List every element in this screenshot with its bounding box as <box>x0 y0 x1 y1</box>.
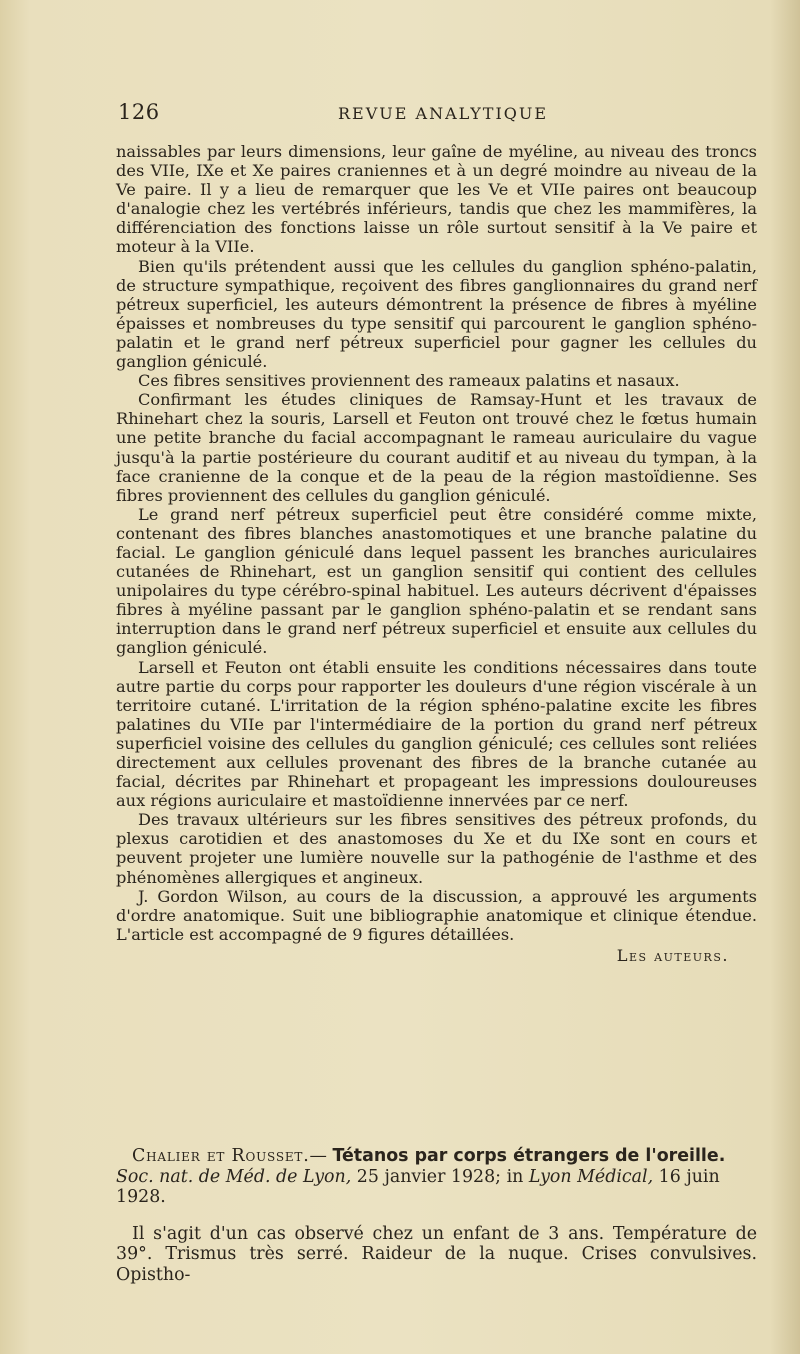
paragraph: Bien qu'ils prétendent aussi que les cellules du ganglion sphéno-palatin, de structure sympathique, reçoivent des fibres ganglionnaires du grand nerf pétreux superficiel, les auteurs démontrent la présence de fibres à myéline épaisses et nombreuses du type sensitif qui parcourent le ganglion sphéno-palatin et le grand nerf pétreux superficiel pour gagner les cellules du ganglion géniculé. <box>116 256 757 372</box>
source-journal: Lyon Médical, <box>528 1166 654 1187</box>
page-header <box>118 100 758 126</box>
paragraph: Ces fibres sensitives proviennent des rameaux palatins et nasaux. <box>138 371 680 391</box>
review-authors: Chalier et Rousset. <box>132 1146 310 1166</box>
review-body: Il s'agit d'un cas observé chez un enfant de 3 ans. Température de 39°. Trismus très serré. Raideur de la nuque. Crises convulsives. Opistho- <box>116 1223 757 1285</box>
source-date: 25 janvier 1928; in <box>356 1166 524 1187</box>
source-journal-date: 16 juin 1928. <box>116 1166 720 1207</box>
paragraph: Des travaux ultérieurs sur les fibres sensitives des pétreux profonds, du plexus carotidien et des anastomoses du Xe et du IXe sont en cours et peuvent projeter une lumière nouvelle sur la pathogénie de l'asthme et des phénomènes allergiques et angineux. <box>116 810 757 887</box>
paragraph: Le grand nerf pétreux superficiel peut être considéré comme mixte, contenant des fibres blanches anastomotiques et une branche palatine du facial. Le ganglion géniculé dans lequel passent les branches auriculaires cutanées de Rhinehart, est un ganglion sensitif qui contient des cellules unipolaires du type cérébro-spinal habituel. Les auteurs décrivent d'épaisses fibres à myéline passant par le ganglion sphéno-palatin et se rendant sans interruption dans le grand nerf pétreux superficiel et ensuite aux cellules du ganglion géniculé. <box>116 504 757 658</box>
article-continuation <box>116 142 757 965</box>
signature: Les auteurs. <box>616 945 729 965</box>
paragraph: Larsell et Feuton ont établi ensuite les conditions nécessaires dans toute autre partie du corps pour rapporter les douleurs d'une région viscérale à un territoire cutané. L'irritation de la région sphéno-palatine excite les fibres palatines du VIIe par l'intermédiaire de la portion du grand nerf pétreux superficiel voisine des cellules du ganglion géniculé; ces cellules sont reliées directement aux cellules provenant des fibres de la branche cutanée au facial, décrites par Rhinehart et propageant les impressions douloureuses aux régions auriculaire et mastoïdienne innervées par ce nerf. <box>116 657 757 811</box>
review-dash: — <box>309 1146 327 1166</box>
review-heading <box>116 1146 757 1167</box>
running-title: REVUE ANALYTIQUE <box>338 104 549 123</box>
review-title: Tétanos par corps étrangers de l'oreille. <box>332 1146 726 1166</box>
review-source <box>116 1167 757 1208</box>
source-society: Soc. nat. de Méd. de Lyon, <box>116 1166 352 1187</box>
review-entry <box>116 1146 757 1285</box>
paragraph: naissables par leurs dimensions, leur gaîne de myéline, au niveau des troncs des VIIe, IXe et Xe paires craniennes et à un degré moindre au niveau de la Ve paire. Il y a lieu de remarquer que les Ve et VIIe paires ont beaucoup d'analogie chez les vertébrés inférieurs, tandis que chez les mammifères, la différenciation des fonctions laisse un rôle surtout sensitif à la Ve paire et moteur à la VIIe. <box>116 142 757 257</box>
paragraph: Confirmant les études cliniques de Ramsay-Hunt et les travaux de Rhinehart chez la souris, Larsell et Feuton ont trouvé chez le fœtus humain une petite branche du facial accompagnant le rameau auriculaire du vague jusqu'à la partie postérieure du courant auditif et au niveau du tympan, à la face cranienne de la conque et de la peau de la région mastoïdienne. Ses fibres proviennent des cellules du ganglion géniculé. <box>116 390 757 505</box>
paragraph: J. Gordon Wilson, au cours de la discussion, a approuvé les arguments d'ordre anatomique. Suit une bibliographie anatomique et clinique étendue. L'article est accompagné de 9 figures détaillées. <box>116 886 757 944</box>
page-number: 126 <box>118 100 160 124</box>
